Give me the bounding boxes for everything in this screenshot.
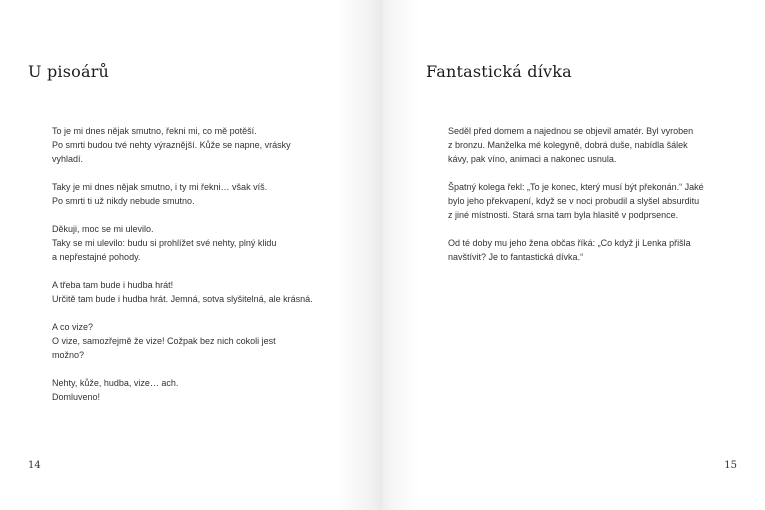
- text-line: vyhladí.: [52, 154, 84, 164]
- text-line: Špatný kolega řekl: „To je konec, který musí být překonán.“ Jaké: [448, 182, 704, 192]
- paragraph: [52, 180, 352, 208]
- paragraph: [448, 124, 738, 166]
- text-line: To je mi dnes nějak smutno, řekni mi, co mě potěší.: [52, 126, 257, 136]
- text-line: bylo jeho překvapení, když se v noci probudil a slyšel absurditu: [448, 196, 700, 206]
- text-line: z bronzu. Manželka mé kolegyně, dobrá duše, nabídla šálek: [448, 140, 688, 150]
- text-line: a nepřestajné pohody.: [52, 252, 141, 262]
- paragraph: [52, 320, 352, 362]
- paragraph: [448, 180, 738, 222]
- text-line: A třeba tam bude i hudba hrát!: [52, 280, 174, 290]
- paragraph: [52, 278, 352, 306]
- right-page: [382, 0, 765, 510]
- text-line: Taky se mi ulevilo: budu si prohlížet své nehty, plný klidu: [52, 238, 277, 248]
- text-line: z jiné místnosti. Stará srna tam byla hlasitě v podprsence.: [448, 210, 679, 220]
- text-line: Od té doby mu jeho žena občas říká: „Co když ji Lenka přišla: [448, 238, 691, 248]
- text-line: Děkuji, moc se mi ulevilo.: [52, 224, 154, 234]
- text-line: Určitě tam bude i hudba hrát. Jemná, sotva slyšitelná, ale krásná.: [52, 294, 313, 304]
- text-line: Po smrti budou tvé nehty výraznější. Kůže se napne, vrásky: [52, 140, 291, 150]
- text-line: Nehty, kůže, hudba, vize… ach.: [52, 378, 179, 388]
- text-line: O vize, samozřejmě že vize! Cožpak bez nich cokoli jest: [52, 336, 276, 346]
- text-line: navštívit? Je to fantastická dívka.“: [448, 252, 584, 262]
- paragraph: [52, 124, 352, 166]
- text-line: možno?: [52, 350, 85, 360]
- story-body: [448, 124, 738, 278]
- left-page: [0, 0, 382, 510]
- page-number: 15: [724, 460, 737, 471]
- paragraph: [448, 236, 738, 264]
- page-title: U pisoárů: [28, 62, 110, 81]
- paragraph: [52, 376, 352, 404]
- text-line: kávy, pak víno, animaci a nakonec usnula.: [448, 154, 617, 164]
- text-line: A co vize?: [52, 322, 94, 332]
- page-title: Fantastická dívka: [426, 62, 572, 81]
- text-line: Po smrti ti už nikdy nebude smutno.: [52, 196, 195, 206]
- poem-body: [52, 124, 352, 418]
- text-line: Taky je mi dnes nějak smutno, i ty mi řekni… však víš.: [52, 182, 268, 192]
- text-line: Seděl před domem a najednou se objevil amatér. Byl vyroben: [448, 126, 694, 136]
- paragraph: [52, 222, 352, 264]
- text-line: Domluveno!: [52, 392, 101, 402]
- page-number: 14: [28, 460, 41, 471]
